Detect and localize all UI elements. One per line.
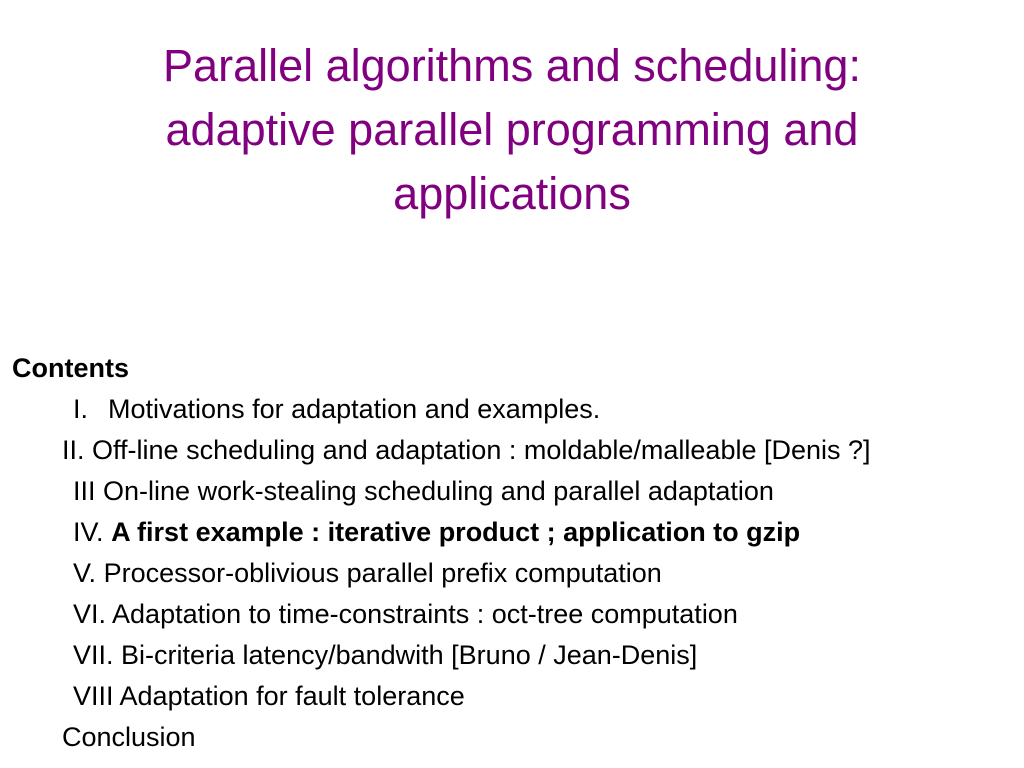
item-text: On-line work-stealing scheduling and parallel adaptation — [103, 476, 774, 506]
contents-item-6 — [73, 594, 738, 635]
item-prefix: II. — [62, 435, 85, 465]
item-text: Adaptation for fault tolerance — [119, 681, 465, 711]
item-text: Off-line scheduling and adaptation : moldable/malleable [Denis ?] — [92, 435, 871, 465]
item-text: Conclusion — [62, 722, 196, 752]
title-line-3: applications — [393, 168, 631, 219]
item-text: Adaptation to time-constraints : oct-tree computation — [112, 599, 738, 629]
item-prefix: VI. — [73, 599, 107, 629]
contents-item-2 — [62, 430, 871, 471]
slide-title — [0, 34, 1024, 226]
item-prefix: V. — [73, 558, 97, 588]
title-line-1: Parallel algorithms and scheduling: — [163, 40, 861, 91]
item-text: Bi-criteria latency/bandwith [Bruno / Jean-Denis] — [121, 640, 698, 670]
contents-item-7 — [73, 635, 697, 676]
item-text: A first example : iterative product ; application to gzip — [111, 517, 801, 547]
item-text: Motivations for adaptation and examples. — [108, 394, 601, 424]
contents-item-9 — [62, 717, 196, 758]
contents-item-4 — [73, 512, 800, 553]
title-line-2: adaptive parallel programming and — [165, 104, 859, 155]
item-prefix: VII. — [73, 640, 114, 670]
contents-heading: Contents — [12, 353, 129, 383]
item-prefix: IV. — [73, 517, 104, 547]
contents-item-8 — [73, 676, 465, 717]
contents-item-3 — [73, 471, 774, 512]
item-prefix: I. — [73, 394, 89, 424]
item-text: Processor-oblivious parallel prefix computation — [103, 558, 662, 588]
contents-item-5 — [73, 553, 662, 594]
item-prefix: VIII — [73, 681, 114, 711]
item-prefix: III — [73, 476, 96, 506]
contents-item-1 — [73, 389, 600, 430]
